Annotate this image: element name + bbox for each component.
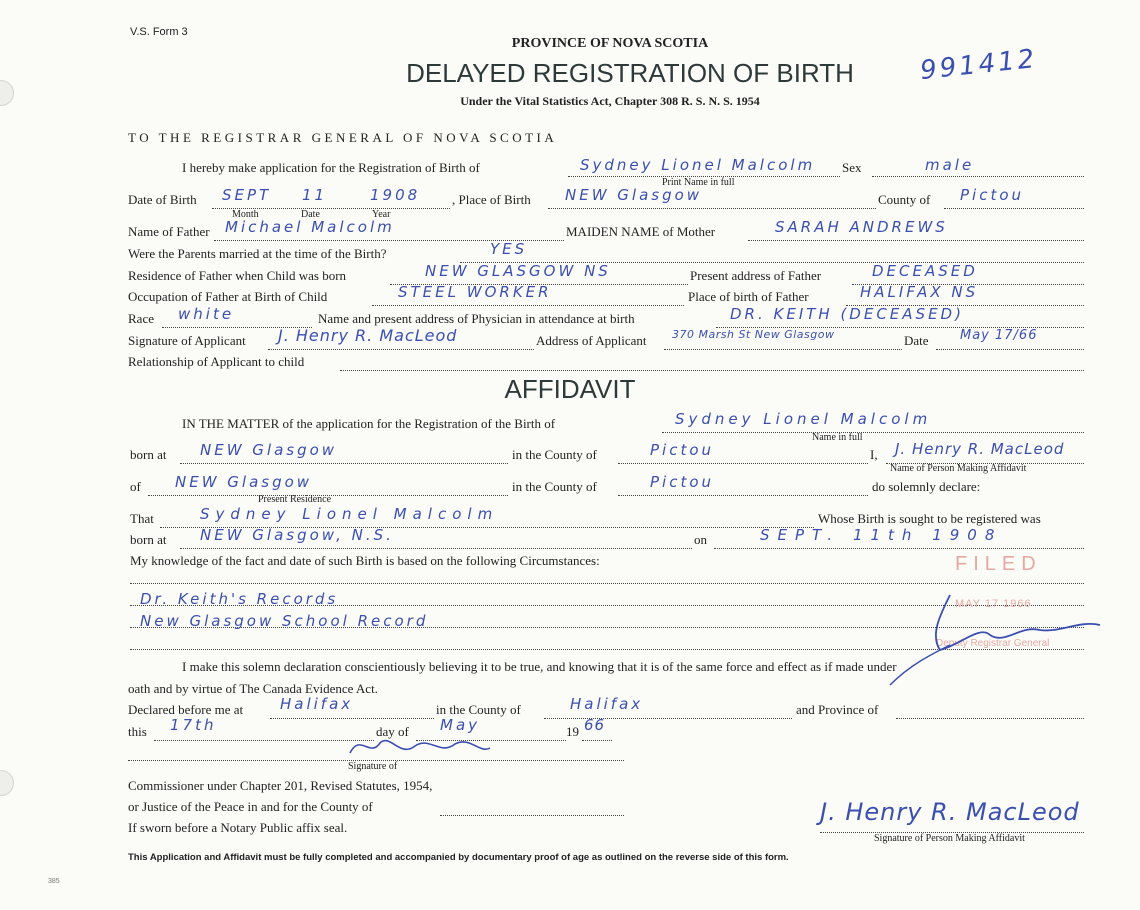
province-of-label: and Province of [796, 702, 879, 717]
born-at-label: born at [130, 447, 167, 462]
birth-month-value: SEPT [222, 186, 272, 204]
year-caption: Year [372, 209, 391, 220]
form-title: DELAYED REGISTRATION OF BIRTH [406, 58, 854, 88]
applicant-address-value: 370 Marsh St New Glasgow [672, 328, 835, 341]
occupation-value: STEEL WORKER [398, 283, 552, 301]
on-label: on [694, 532, 707, 547]
filed-stamp-date: MAY 17 1966 [955, 598, 1032, 610]
birth-county-value: Pictou [960, 186, 1025, 204]
sex-label: Sex [842, 160, 862, 175]
county-value-1: Pictou [650, 441, 715, 459]
file-number: 991412 [918, 43, 1039, 87]
name-in-full-caption: Name in full [812, 432, 863, 443]
mother-maiden-value: SARAH ANDREWS [775, 218, 948, 236]
applicant-signature-value: J. Henry R. MacLeod [278, 326, 458, 345]
in-county-label-1: in the County of [512, 447, 597, 462]
birth-date-value: 11 [302, 186, 328, 204]
that-name-value: Sydney Lionel Malcolm [200, 505, 499, 523]
justice-text: or Justice of the Peace in and for the County of [128, 799, 373, 814]
filed-stamp-label: FILED [955, 553, 1042, 575]
circumstances-line-2: New Glasgow School Record [140, 612, 429, 630]
month-caption: Month [232, 209, 259, 220]
occupation-label: Occupation of Father at Birth of Child [128, 289, 328, 304]
residence-label: Residence of Father when Child was born [128, 268, 347, 283]
present-address-value: DECEASED [872, 262, 978, 280]
declared-month-value: May [440, 716, 481, 734]
date-of-birth-label: Date of Birth [128, 192, 197, 207]
registrar-line: TO THE REGISTRAR GENERAL OF NOVA SCOTIA [128, 130, 558, 145]
race-value: white [178, 305, 235, 323]
punch-hole-bottom [0, 770, 14, 796]
date-caption: Date [301, 209, 320, 220]
physician-label: Name and present address of Physician in attendance at birth [318, 311, 635, 326]
commissioner-text: Commissioner under Chapter 201, Revised Statutes, 1954, [128, 778, 433, 793]
declared-day-value: 17th [170, 716, 217, 734]
father-birthplace-value: HALIFAX NS [860, 283, 979, 301]
this-label: this [128, 724, 147, 739]
circumstances-line-1: Dr. Keith's Records [140, 590, 339, 608]
declared-county-label: in the County of [436, 702, 521, 717]
race-label: Race [128, 311, 154, 326]
county-of-label: County of [878, 192, 931, 207]
application-intro: I hereby make application for the Registration of Birth of [182, 160, 480, 175]
affiant-name-value: J. Henry R. MacLeod [895, 440, 1065, 458]
place-of-birth-label: , Place of Birth [452, 192, 531, 207]
born-at-value-2: NEW Glasgow, N.S. [200, 526, 394, 544]
application-date-value: May 17/66 [960, 328, 1038, 343]
birth-place-value: NEW Glasgow [565, 186, 703, 204]
notary-text: If sworn before a Notary Public affix seal. [128, 820, 348, 835]
print-name-caption: Print Name in full [662, 177, 735, 188]
declaration-text: I make this solemn declaration conscientiously believing it to be true, and knowing that it is of the same force and effect as if made under [182, 659, 897, 674]
physician-value: DR. KEITH (DECEASED) [730, 305, 964, 323]
province-heading: PROVINCE OF NOVA SCOTIA [511, 36, 709, 51]
form-subtitle: Under the Vital Statistics Act, Chapter 308 R. S. N. S. 1954 [460, 94, 760, 108]
declared-before-label: Declared before me at [128, 702, 244, 717]
declared-at-value: Halifax [280, 695, 354, 713]
day-of-label: day of [376, 724, 409, 739]
present-residence-caption: Present Residence [258, 494, 332, 505]
on-date-value: SEPT. 11th 1908 [760, 526, 1003, 544]
married-value: YES [490, 240, 528, 258]
applicant-signature-label: Signature of Applicant [128, 333, 246, 348]
affidavit-child-name-value: Sydney Lionel Malcolm [675, 410, 932, 428]
relationship-label: Relationship of Applicant to child [128, 354, 305, 369]
in-county-label-2: in the County of [512, 479, 597, 494]
father-name-value: Michael Malcolm [225, 218, 395, 236]
child-name-value: Sydney Lionel Malcolm [580, 156, 816, 174]
birth-year-value: 1908 [370, 186, 421, 204]
signature-person-caption: Signature of Person Making Affidavit [874, 833, 1025, 844]
application-date-label: Date [904, 333, 929, 348]
married-label: Were the Parents married at the time of the Birth? [128, 246, 387, 261]
father-name-label: Name of Father [128, 224, 210, 239]
year-prefix: 19 [566, 724, 579, 739]
person-making-affidavit-caption: Name of Person Making Affidavit [890, 463, 1027, 474]
sex-value: male [925, 156, 975, 174]
of-label: of [130, 479, 141, 494]
registrar-signature-scribble [870, 575, 1110, 695]
knowledge-text: My knowledge of the fact and date of such Birth is based on the following Circumstances: [130, 553, 600, 568]
born-at-value: NEW Glasgow [200, 441, 338, 459]
i-label: I, [870, 447, 878, 462]
maiden-name-label: MAIDEN NAME of Mother [566, 224, 716, 239]
that-label: That [130, 511, 154, 526]
page-code: 385 [48, 878, 60, 885]
footer-notice: This Application and Affidavit must be fully completed and accompanied by documentary proof of age as outlined on the reverse side of this form. [128, 852, 789, 863]
born-at-label-2: born at [130, 532, 167, 547]
of-place-value: NEW Glasgow [175, 473, 313, 491]
present-address-label: Present address of Father [690, 268, 822, 283]
oath-text: oath and by virtue of The Canada Evidence Act. [128, 681, 378, 696]
affiant-signature-value: J. Henry R. MacLeod [820, 798, 1080, 826]
solemnly-declare-label: do solemnly declare: [872, 479, 981, 494]
filed-stamp-office: Deputy Registrar General [936, 638, 1050, 649]
affidavit-heading: AFFIDAVIT [504, 374, 636, 404]
county-value-2: Pictou [650, 473, 715, 491]
declared-county-value: Halifax [570, 695, 644, 713]
punch-hole-top [0, 80, 14, 106]
affidavit-matter-text: IN THE MATTER of the application for the Registration of the Birth of [182, 416, 556, 431]
declared-year-value: 66 [584, 716, 606, 734]
father-birthplace-label: Place of birth of Father [688, 289, 809, 304]
whose-birth-label: Whose Birth is sought to be registered was [818, 511, 1041, 526]
residence-value: NEW GLASGOW NS [425, 262, 611, 280]
signature-of-caption: Signature of [348, 761, 398, 772]
form-number: V.S. Form 3 [130, 26, 188, 38]
applicant-address-label: Address of Applicant [536, 333, 647, 348]
